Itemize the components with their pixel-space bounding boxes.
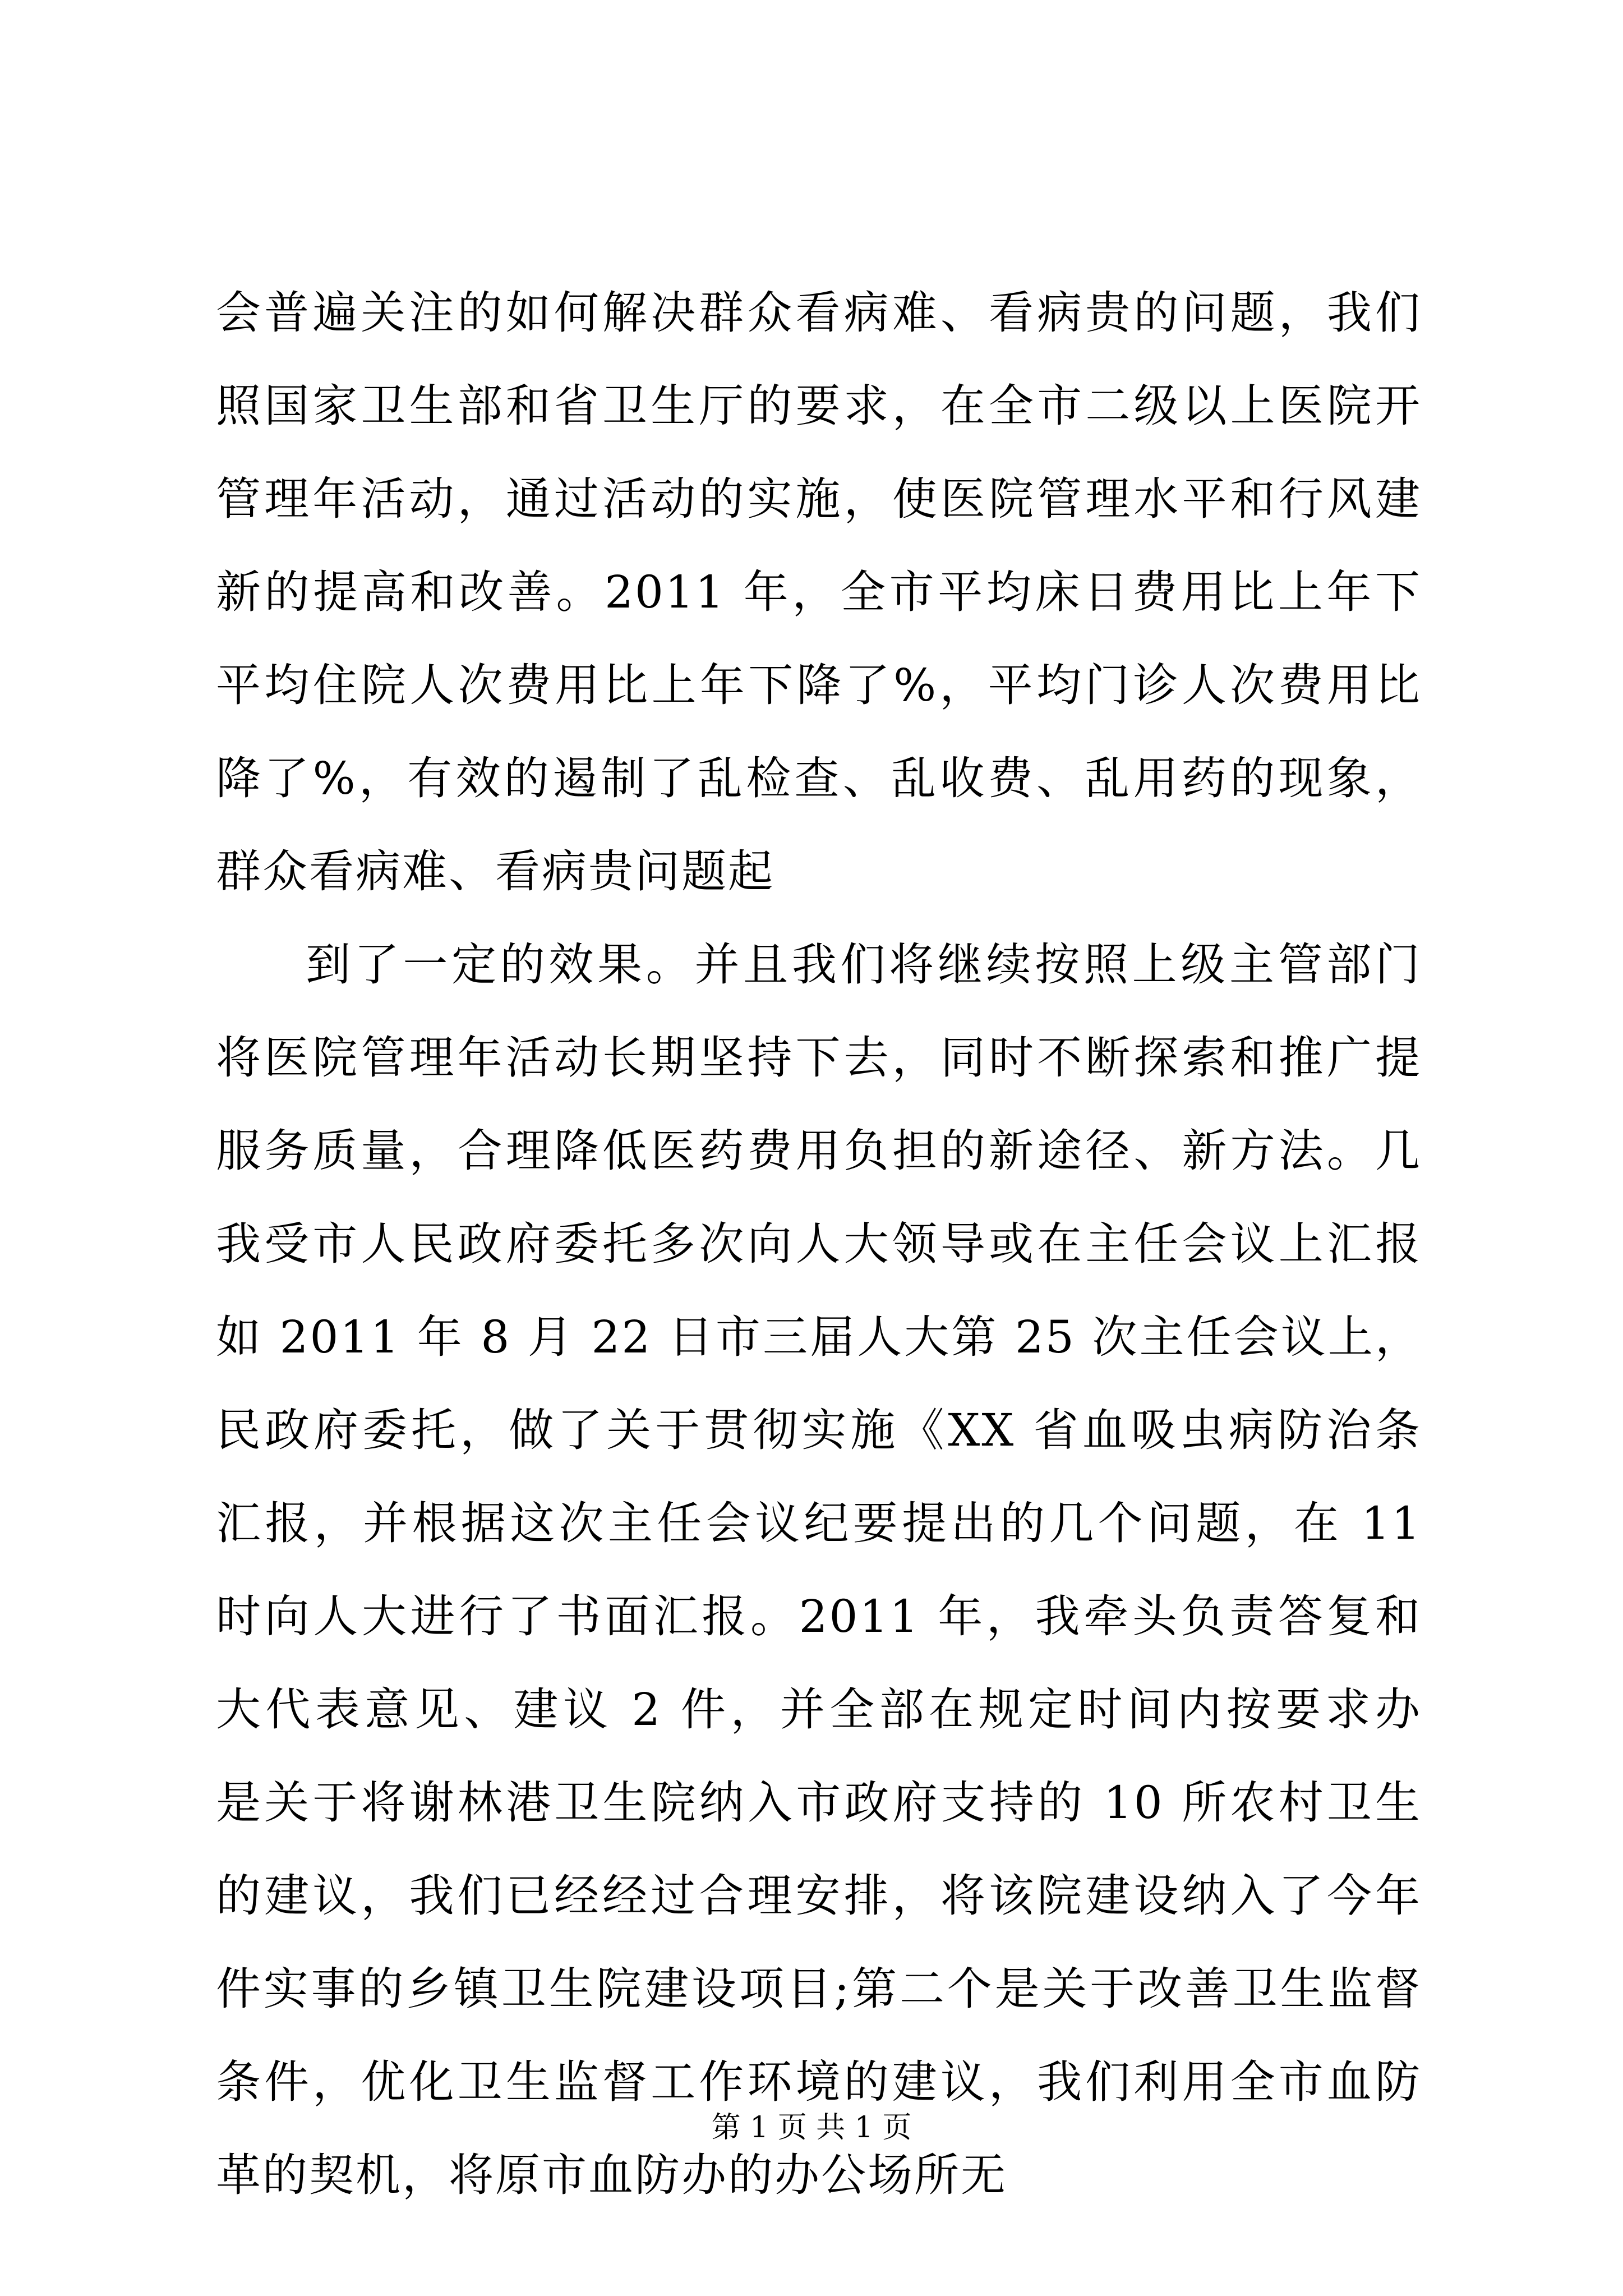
text-line: 件实事的乡镇卫生院建设项目;第二个是关于改善卫生监督 [216, 1963, 1422, 2015]
text-line: 管理年活动，通过活动的实施，使医院管理水平和行风建 [216, 473, 1422, 525]
text-line: 是关于将谢林港卫生院纳入市政府支持的 10 所农村卫生 [216, 1777, 1422, 1829]
body-text [216, 266, 1422, 2222]
text-line: 照国家卫生部和省卫生厅的要求，在全市二级以上医院开 [216, 380, 1422, 432]
text-line: 服务质量，合理降低医药费用负担的新途径、新方法。几 [216, 1125, 1422, 1177]
text-line: 条件，优化卫生监督工作环境的建议，我们利用全市血防 [216, 2056, 1422, 2108]
text-line: 汇报，并根据这次主任会议纪要提出的几个问题，在 11 [216, 1497, 1422, 1549]
text-line: 大代表意见、建议 2 件，并全部在规定时间内按要求办 [216, 1683, 1422, 1736]
text-line: 会普遍关注的如何解决群众看病难、看病贵的问题，我们 [216, 287, 1422, 339]
text-line: 到了一定的效果。并且我们将继续按照上级主管部门 [306, 938, 1422, 991]
text-line: 民政府委托，做了关于贯彻实施《XX 省血吸虫病防治条 [216, 1404, 1422, 1456]
text-line: 我受市人民政府委托多次向人大领导或在主任会议上汇报 [216, 1218, 1422, 1270]
page-number-footer: 第 1 页 共 1 页 [711, 2111, 912, 2145]
text-line: 时向人大进行了书面汇报。2011 年，我牵头负责答复和 [216, 1590, 1422, 1642]
text-line: 平均住院人次费用比上年下降了%，平均门诊人次费用比 [216, 659, 1422, 711]
text-line: 新的提高和改善。2011 年，全市平均床日费用比上年下 [216, 566, 1422, 618]
text-line: 降了%，有效的遏制了乱检查、乱收费、乱用药的现象， [216, 752, 1422, 804]
text-line: 的建议，我们已经经过合理安排，将该院建设纳入了今年 [216, 1870, 1422, 1922]
text-line: 如 2011 年 8 月 22 日市三届人大第 25 次主任会议上， [216, 1311, 1422, 1363]
text-line: 将医院管理年活动长期坚持下去，同时不断探索和推广提 [216, 1032, 1422, 1084]
text-line: 群众看病难、看病贵问题起 [216, 845, 774, 898]
text-line: 革的契机，将原市血防办的办公场所无 [216, 2149, 1007, 2201]
